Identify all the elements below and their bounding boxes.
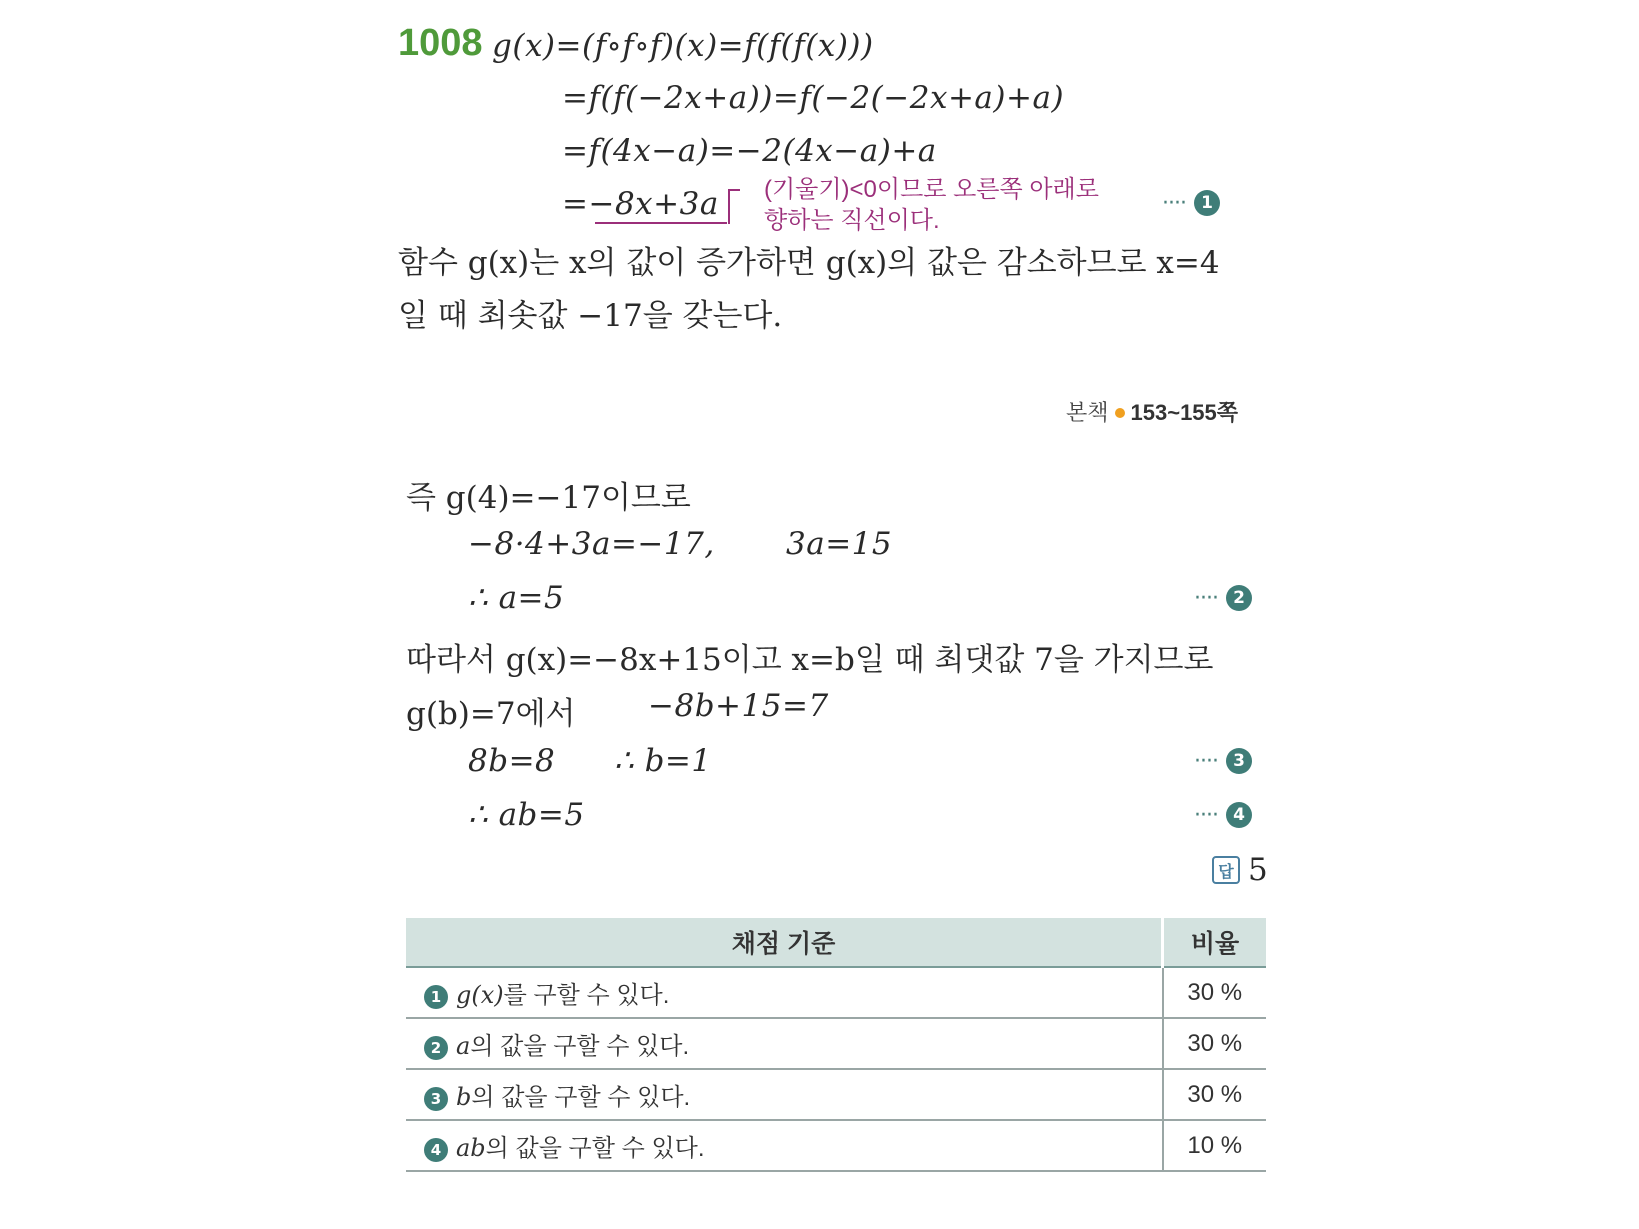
criteria-text: 의 값을 구할 수 있다. xyxy=(470,1033,690,1060)
orange-dot-icon xyxy=(1115,408,1125,418)
criteria-var: g(x) xyxy=(456,981,504,1009)
slope-note-line-2: 향하는 직선이다. xyxy=(764,207,940,234)
solution-line-3: ∴ a=5 xyxy=(468,580,565,616)
rate-cell: 30 % xyxy=(1163,1069,1267,1120)
answer-icon: 답 xyxy=(1212,856,1240,884)
rate-cell: 30 % xyxy=(1163,1018,1267,1069)
dots-icon: ···· xyxy=(1194,802,1218,828)
table-row xyxy=(406,1069,1266,1120)
step-marker-3 xyxy=(1194,748,1252,774)
solution-line-2a: −8·4+3a=−17, xyxy=(468,526,715,562)
solution-line-6b: ∴ b=1 xyxy=(614,743,712,779)
criteria-cell xyxy=(406,1018,1163,1069)
solution-line-4: 따라서 g(x)=−8x+15이고 x=b일 때 최댓값 7을 가지므로 xyxy=(406,642,1214,678)
circled-number-icon: 2 xyxy=(424,1036,448,1060)
step-marker-1 xyxy=(1162,190,1220,216)
solution-line-5b: −8b+15=7 xyxy=(648,688,829,724)
criteria-text: 의 값을 구할 수 있다. xyxy=(471,1084,691,1111)
circled-number-icon: 3 xyxy=(424,1087,448,1111)
header-rate: 비율 xyxy=(1163,918,1267,967)
table-row xyxy=(406,1120,1266,1171)
solution-line-7: ∴ ab=5 xyxy=(468,797,585,833)
criteria-text: 의 값을 구할 수 있다. xyxy=(485,1135,705,1162)
problem-number: 1008 xyxy=(398,22,483,64)
table-header-row xyxy=(406,918,1266,967)
circled-number-icon: 2 xyxy=(1226,585,1252,611)
grading-table xyxy=(406,918,1266,1172)
note-bracket xyxy=(728,189,740,224)
solution-line-2b: 3a=15 xyxy=(786,526,893,562)
final-answer xyxy=(1212,852,1268,888)
criteria-cell xyxy=(406,1120,1163,1171)
criteria-text: 를 구할 수 있다. xyxy=(503,982,670,1009)
equation-line-4: =−8x+3a xyxy=(562,186,719,222)
solution-line-5a: g(b)=7에서 xyxy=(406,696,576,732)
underline-mark xyxy=(595,222,727,224)
equation-line-2: =f(f(−2x+a))=f(−2(−2x+a)+a) xyxy=(562,80,1065,116)
slope-note xyxy=(764,174,1099,236)
equation-line-3: =f(4x−a)=−2(4x−a)+a xyxy=(562,133,937,169)
circled-number-icon: 4 xyxy=(1226,802,1252,828)
page-ref-pages: 153~155쪽 xyxy=(1130,400,1239,425)
circled-number-icon: 1 xyxy=(424,985,448,1009)
criteria-var: a xyxy=(456,1032,471,1060)
slope-note-line-1: (기울기)<0이므로 오른쪽 아래로 xyxy=(764,176,1099,203)
page-reference xyxy=(1066,396,1238,427)
criteria-cell xyxy=(406,1069,1163,1120)
paragraph-line-1: 함수 g(x)는 x의 값이 증가하면 g(x)의 값은 감소하므로 x=4 xyxy=(398,245,1220,281)
criteria-var: ab xyxy=(456,1134,486,1162)
solution-line-6a: 8b=8 xyxy=(468,743,556,779)
answer-value: 5 xyxy=(1248,852,1268,888)
page-ref-label: 본책 xyxy=(1066,400,1109,425)
dots-icon: ···· xyxy=(1162,190,1186,216)
circled-number-icon: 3 xyxy=(1226,748,1252,774)
rate-cell: 10 % xyxy=(1163,1120,1267,1171)
paragraph-line-2: 일 때 최솟값 −17을 갖는다. xyxy=(398,298,783,334)
equation-line-1: g(x)=(f∘f∘f)(x)=f(f(f(x))) xyxy=(492,28,874,64)
circled-number-icon: 1 xyxy=(1194,190,1220,216)
rate-cell: 30 % xyxy=(1163,967,1267,1018)
solution-line-1: 즉 g(4)=−17이므로 xyxy=(406,480,691,516)
dots-icon: ···· xyxy=(1194,748,1218,774)
header-criteria: 채점 기준 xyxy=(406,918,1163,967)
criteria-var: b xyxy=(456,1083,472,1111)
table-row xyxy=(406,1018,1266,1069)
criteria-cell xyxy=(406,967,1163,1018)
step-marker-4 xyxy=(1194,802,1252,828)
dots-icon: ···· xyxy=(1194,585,1218,611)
table-row xyxy=(406,967,1266,1018)
step-marker-2 xyxy=(1194,585,1252,611)
circled-number-icon: 4 xyxy=(424,1138,448,1162)
